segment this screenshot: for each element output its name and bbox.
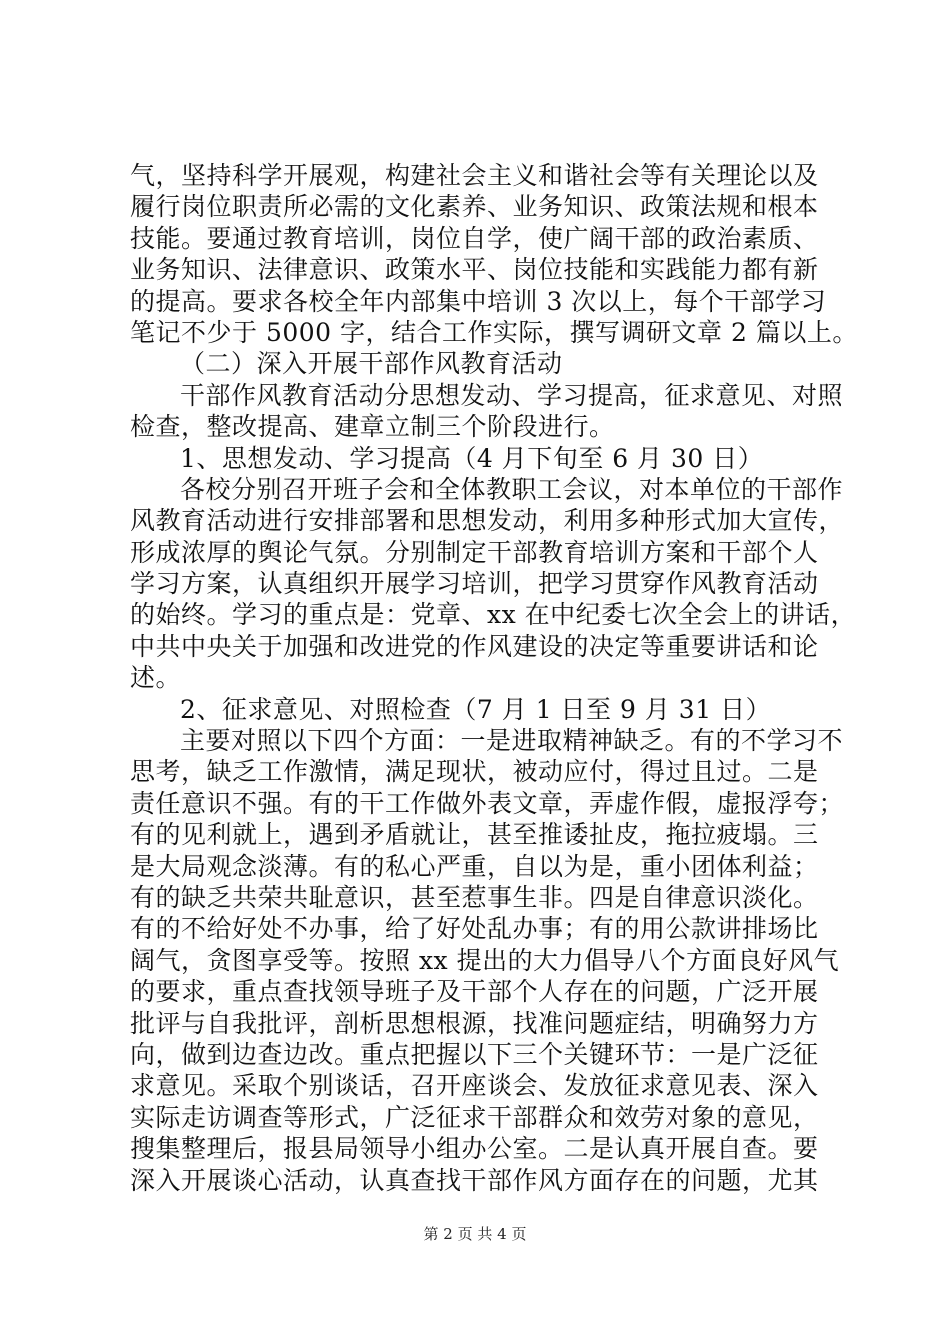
page-footer [0, 1224, 950, 1244]
text-line: 主要对照以下四个方面：一是进取精神缺乏。有的不学习不 [180, 726, 844, 756]
text-line: 笔记不少于 5000 字，结合工作实际，撰写调研文章 2 篇以上。 [130, 317, 858, 347]
text-line: 风教育活动进行安排部署和思想发动，利用多种形式加大宣传， [130, 506, 845, 536]
text-line: 思考，缺乏工作激情，满足现状，被动应付，得过且过。二是 [130, 757, 819, 787]
text-line: 1、思想发动、学习提高（4 月下旬至 6 月 30 日） [180, 443, 764, 473]
document-body [130, 160, 858, 1196]
text-line: 批评与自我批评，剖析思想根源，找准问题症结，明确努力方 [130, 1008, 819, 1038]
text-line: 气，坚持科学开展观，构建社会主义和谐社会等有关理论以及 [130, 161, 819, 190]
text-line: 检查，整改提高、建章立制三个阶段进行。 [130, 412, 615, 442]
text-line: 有的缺乏共荣共耻意识，甚至惹事生非。四是自律意识淡化。 [130, 882, 819, 912]
text-line: 述。 [130, 663, 182, 693]
text-line: 向，做到边查边改。重点把握以下三个关键环节：一是广泛征 [130, 1039, 819, 1069]
text-line: 求意见。采取个别谈话，召开座谈会、发放征求意见表、深入 [130, 1071, 819, 1101]
text-line: 学习方案，认真组织开展学习培训，把学习贯穿作风教育活动 [130, 569, 819, 599]
text-line: 搜集整理后，报县局领导小组办公室。二是认真开展自查。要 [130, 1134, 819, 1164]
text-line: 的始终。学习的重点是：党章、xx 在中纪委七次全会上的讲话， [130, 600, 857, 630]
page-number-label: 第 2 页 共 4 页 [423, 1225, 527, 1243]
text-line: 干部作风教育活动分思想发动、学习提高，征求意见、对照 [180, 380, 844, 410]
text-line: 的提高。要求各校全年内部集中培训 3 次以上，每个干部学习 [130, 286, 827, 316]
text-line: 有的见利就上，遇到矛盾就让，甚至推诿扯皮，拖拉疲塌。三 [130, 820, 819, 850]
text-line: 中共中央关于加强和改进党的作风建设的决定等重要讲话和论 [130, 631, 819, 661]
text-line: 形成浓厚的舆论气氛。分别制定干部教育培训方案和干部个人 [130, 537, 819, 567]
text-line: 阔气，贪图享受等。按照 xx 提出的大力倡导八个方面良好风气 [130, 945, 840, 975]
text-line: 深入开展谈心活动，认真查找干部作风方面存在的问题，尤其 [130, 1165, 819, 1195]
text-line: 技能。要通过教育培训，岗位自学，使广阔干部的政治素质、 [130, 223, 819, 253]
text-line: 是大局观念淡薄。有的私心严重，自以为是，重小团体利益； [130, 851, 819, 881]
text-line: 业务知识、法律意识、政策水平、岗位技能和实践能力都有新 [130, 255, 819, 285]
text-line: （二）深入开展干部作风教育活动 [180, 349, 563, 379]
text-line: 责任意识不强。有的干工作做外表文章，弄虚作假，虚报浮夸； [130, 788, 845, 818]
text-line: 2、征求意见、对照检查（7 月 1 日至 9 月 31 日） [180, 694, 772, 724]
text-line: 有的不给好处不办事，给了好处乱办事；有的用公款讲排场比 [130, 914, 819, 944]
text-line: 履行岗位职责所必需的文化素养、业务知识、政策法规和根本 [130, 192, 819, 222]
text-line: 各校分别召开班子会和全体教职工会议，对本单位的干部作 [180, 474, 844, 504]
text-line: 的要求，重点查找领导班子及干部个人存在的问题，广泛开展 [130, 977, 819, 1007]
text-line: 实际走访调查等形式，广泛征求干部群众和效劳对象的意见， [130, 1102, 819, 1132]
